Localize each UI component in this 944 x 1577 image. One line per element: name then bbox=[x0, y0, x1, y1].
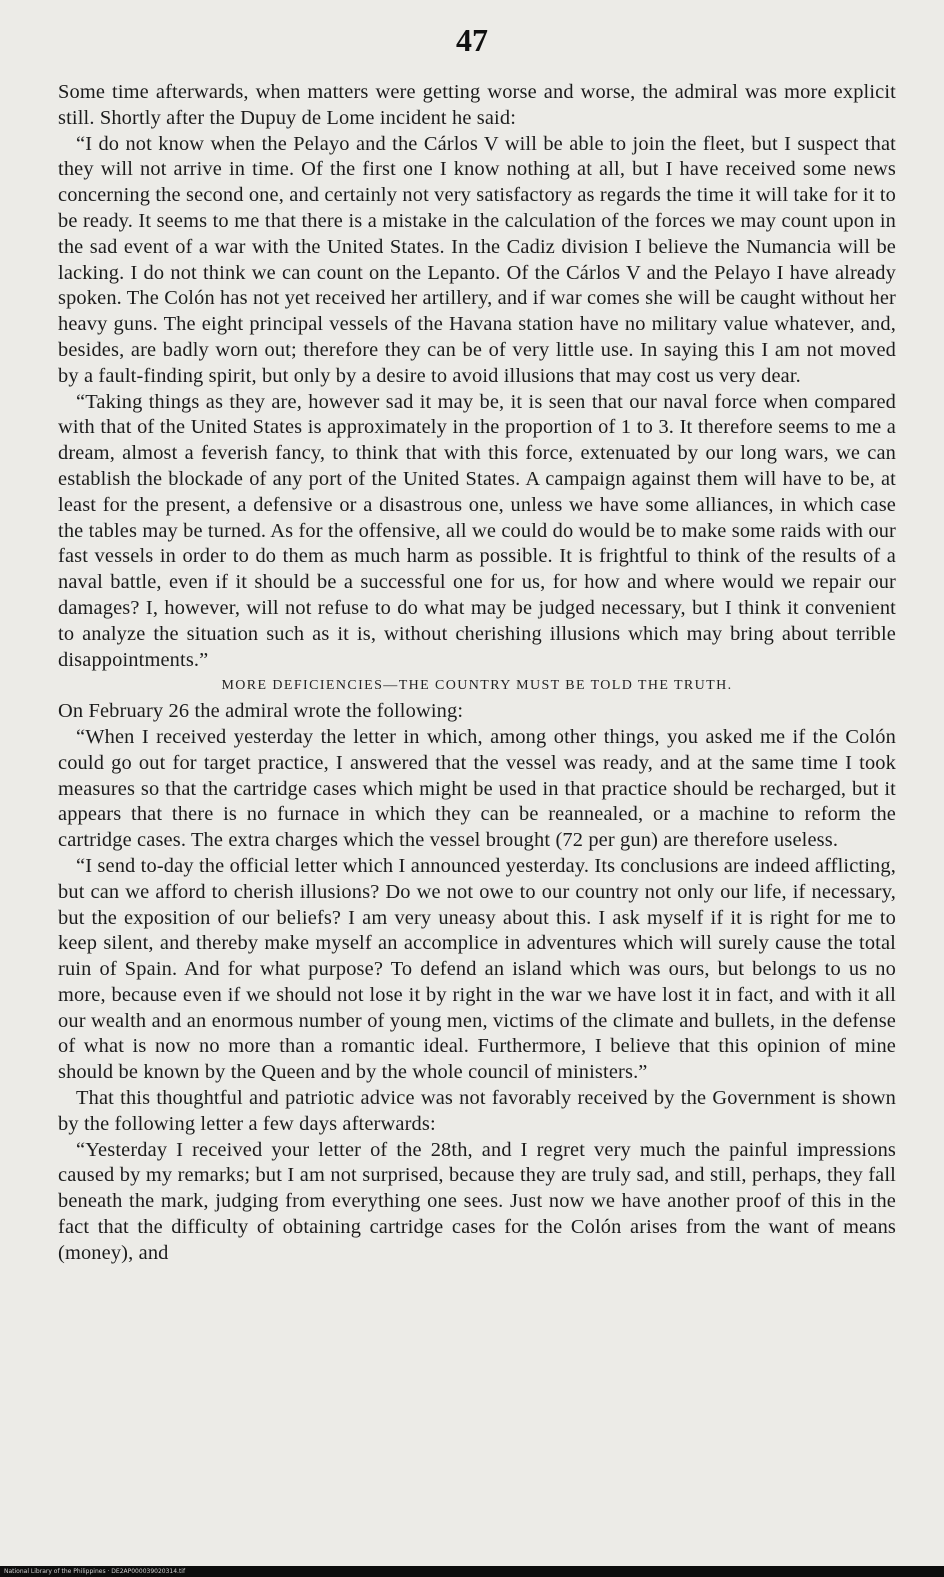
paragraph-6: “I send to-day the official letter which I announced yesterday. Its conclusions are indeed afflicting, but can we afford to cherish illusions? Do we not owe to our country not only our life, if necessary, but the exposition of our beliefs? I am very uneasy about this. I ask myself if it is right for me to keep silent, and thereby make myself an accomplice in adventures which will surely cause the total ruin of Spain. And for what purpose? To defend an island which was ours, but belongs to us no more, because even if we should not lose it by right in the war we have lost it in fact, and with it all our wealth and an enormous number of young men, victims of the climate and bullets, in the defense of what is now no more than a romantic ideal. Furthermore, I believe that this opinion of mine should be known by the Queen and by the whole council of ministers.” bbox=[58, 854, 896, 1084]
paragraph-4: On February 26 the admiral wrote the following: bbox=[58, 700, 464, 723]
paragraph-7: That this thoughtful and patriotic advice was not favorably received by the Government is shown by the following letter a few days afterwards: bbox=[58, 1087, 896, 1135]
page-number: 47 bbox=[456, 22, 488, 58]
paragraph-2: “I do not know when the Pelayo and the Cárlos V will be able to join the fleet, but I suspect that they will not arrive in time. Of the first one I know nothing at all, but I have received some news concerning the second one, and certainly not very satisfactory as regards the time it will take for it to be ready. It seems to me that there is a mistake in the calculation of the forces we may count upon in the sad event of a war with the United States. In the Cadiz division I believe the Numancia will be lacking. I do not think we can count on the Lepanto. Of the Cárlos V and the Pelayo I have already spoken. The Colón has not yet received her artillery, and if war comes she will be caught without her heavy guns. The eight principal vessels of the Havana station have no military value whatever, and, besides, are badly worn out; therefore they can be of very little use. In saying this I am not moved by a fault-finding spirit, but only by a desire to avoid illusions that may cost us very dear. bbox=[58, 132, 896, 387]
section-heading: MORE DEFICIENCIES—THE COUNTRY MUST BE TOLD THE TRUTH. bbox=[221, 678, 733, 694]
paragraph-1: Some time afterwards, when matters were getting worse and worse, the admiral was more explicit still. Shortly after the Dupuy de Lome incident he said: bbox=[58, 81, 896, 129]
paragraph-8: “Yesterday I received your letter of the 28th, and I regret very much the painful impressions caused by my remarks; but I am not surprised, because they are truly sad, and still, perhaps, they fall beneath the mark, judging from everything one sees. Just now we have another proof of this in the fact that the difficulty of obtaining cartridge cases for the Colón arises from the want of means (money), and bbox=[58, 1138, 896, 1264]
scan-footer: National Library of the Philippines · DE2AP000039020314.tif bbox=[0, 1566, 944, 1577]
body-text bbox=[58, 80, 896, 1267]
paragraph-5: “When I received yesterday the letter in which, among other things, you asked me if the Colón could go out for target practice, I answered that the vessel was ready, and at the same time I took measures so that the cartridge cases which might be used in that practice should be recharged, but it appears that there is no furnace in which they can be reannealed, or a machine to reform the cartridge cases. The extra charges which the vessel brought (72 per gun) are therefore useless. bbox=[58, 725, 896, 852]
paragraph-3: “Taking things as they are, however sad it may be, it is seen that our naval force when compared with that of the United States is approximately in the proportion of 1 to 3. It therefore seems to me a dream, almost a feverish fancy, to think that with this force, extenuated by our long wars, we can establish the blockade of any port of the United States. A campaign against them will have to be, at least for the present, a defensive or a disastrous one, unless we have some alliances, in which case the tables may be turned. As for the offensive, all we could do would be to make some raids with our fast vessels in order to do them as much harm as possible. It is frightful to think of the results of a naval battle, even if it should be a successful one for us, for how and where would we repair our damages? I, however, will not refuse to do what may be judged necessary, but I think it convenient to analyze the situation such as it is, without cherishing illusions which may bring about terrible disappointments.” bbox=[58, 390, 896, 671]
